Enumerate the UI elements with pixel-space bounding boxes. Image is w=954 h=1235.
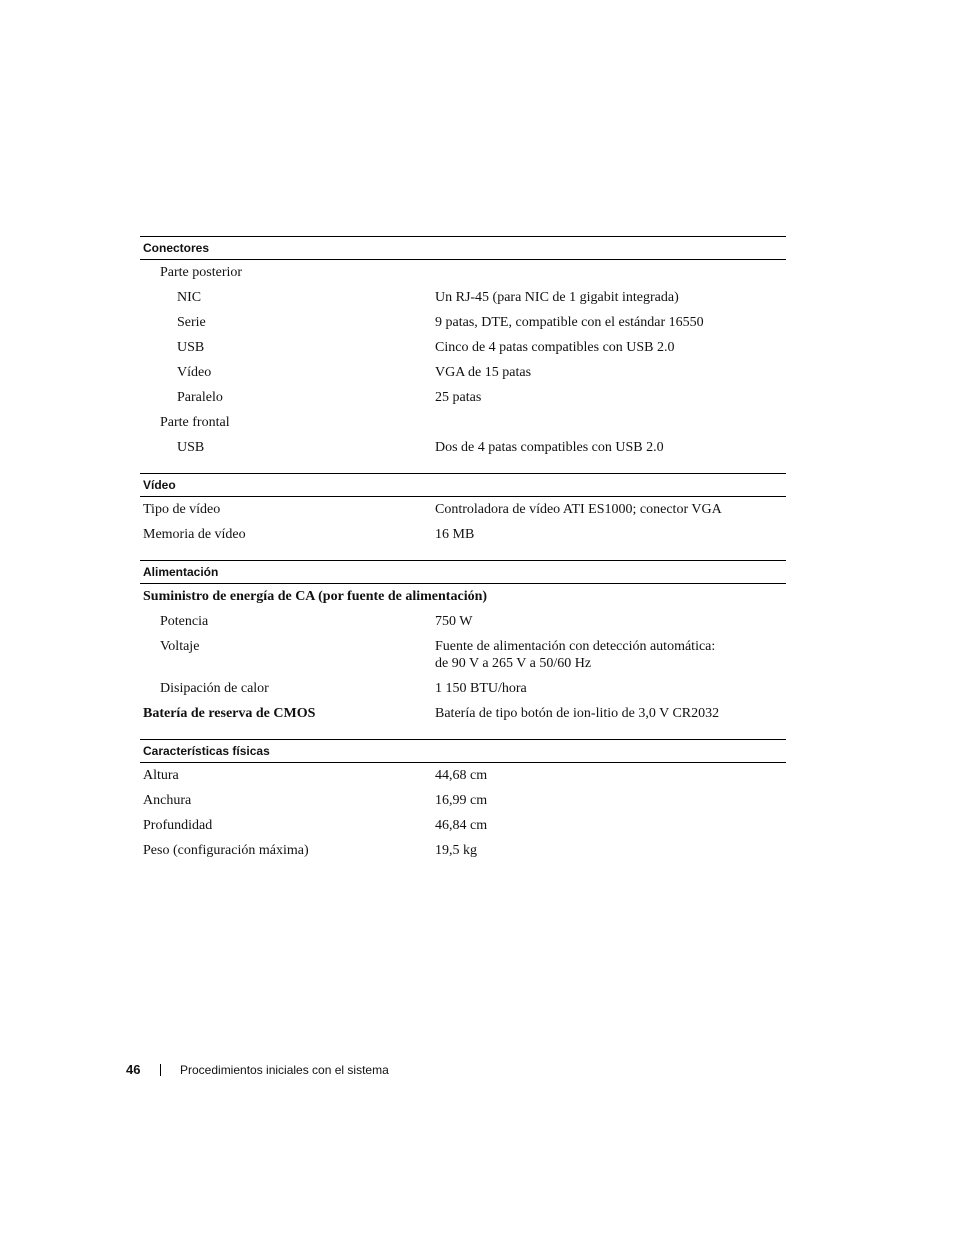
- row-label: Memoria de vídeo: [143, 527, 246, 542]
- row-value: Un RJ-45 (para NIC de 1 gigabit integrada): [435, 290, 679, 305]
- row-label: Tipo de vídeo: [143, 502, 221, 517]
- row-depth: [140, 813, 786, 838]
- row-battery: [140, 701, 786, 726]
- row-label: Serie: [177, 315, 206, 330]
- voltage-line-2: de 90 V a 265 V a 50/60 Hz: [435, 656, 592, 671]
- section-title: Características físicas: [140, 739, 786, 763]
- row-label: USB: [177, 340, 205, 355]
- row-label: Paralelo: [177, 390, 223, 405]
- spec-table: [140, 236, 786, 876]
- voltage-line-1: Fuente de alimentación con detección automática:: [435, 639, 716, 654]
- subheading-ac-power: [140, 584, 786, 609]
- row-value: 46,84 cm: [435, 818, 488, 833]
- row-video-connector: [140, 360, 786, 385]
- row-label: Potencia: [160, 614, 209, 629]
- row-label: Batería de reserva de CMOS: [143, 706, 316, 721]
- row-label: USB: [177, 440, 205, 455]
- subheading-front: [140, 410, 786, 435]
- row-height: [140, 763, 786, 788]
- row-value: 19,5 kg: [435, 843, 477, 858]
- row-label: Altura: [143, 768, 179, 783]
- section-video: [140, 473, 786, 547]
- row-value: VGA de 15 patas: [435, 365, 532, 380]
- row-value: Dos de 4 patas compatibles con USB 2.0: [435, 440, 664, 455]
- footer-title: Procedimientos iniciales con el sistema: [180, 1062, 389, 1077]
- row-value: Controladora de vídeo ATI ES1000; conector VGA: [435, 502, 722, 517]
- row-value: 25 patas: [435, 390, 482, 405]
- section-connectors: [140, 236, 786, 460]
- row-value: 44,68 cm: [435, 768, 488, 783]
- section-title: Vídeo: [140, 473, 786, 497]
- row-label: Peso (configuración máxima): [143, 843, 309, 858]
- row-width: [140, 788, 786, 813]
- row-video-memory: [140, 522, 786, 547]
- row-label: NIC: [177, 290, 202, 305]
- row-voltage: [140, 634, 786, 676]
- row-serial: [140, 310, 786, 335]
- row-value: [435, 638, 786, 672]
- row-nic: [140, 285, 786, 310]
- row-value: 750 W: [435, 614, 473, 629]
- row-label: Profundidad: [143, 818, 213, 833]
- row-video-type: [140, 497, 786, 522]
- row-value: 16,99 cm: [435, 793, 488, 808]
- row-label: Parte posterior: [160, 265, 243, 280]
- row-wattage: [140, 609, 786, 634]
- row-front-usb: [140, 435, 786, 460]
- row-value: 1 150 BTU/hora: [435, 681, 527, 696]
- row-label: Vídeo: [177, 365, 212, 380]
- section-title: Alimentación: [140, 560, 786, 584]
- row-label: Voltaje: [160, 639, 200, 654]
- row-value: Cinco de 4 patas compatibles con USB 2.0: [435, 340, 675, 355]
- page-number: 46: [126, 1062, 141, 1077]
- row-weight: [140, 838, 786, 863]
- row-label: Anchura: [143, 793, 192, 808]
- section-title: Conectores: [140, 236, 786, 260]
- section-power: [140, 560, 786, 726]
- row-label: Suministro de energía de CA (por fuente de alimentación): [143, 589, 488, 604]
- row-usb: [140, 335, 786, 360]
- row-label: Disipación de calor: [160, 681, 269, 696]
- row-heat: [140, 676, 786, 701]
- section-physical: [140, 739, 786, 863]
- row-label: Parte frontal: [160, 415, 230, 430]
- subheading-rear: [140, 260, 786, 285]
- row-value: 9 patas, DTE, compatible con el estándar 16550: [435, 315, 704, 330]
- row-value: 16 MB: [435, 527, 475, 542]
- row-parallel: [140, 385, 786, 410]
- row-value: Batería de tipo botón de ion-litio de 3,0 V CR2032: [435, 706, 720, 721]
- page-footer: [126, 1062, 389, 1077]
- footer-divider: [160, 1064, 161, 1076]
